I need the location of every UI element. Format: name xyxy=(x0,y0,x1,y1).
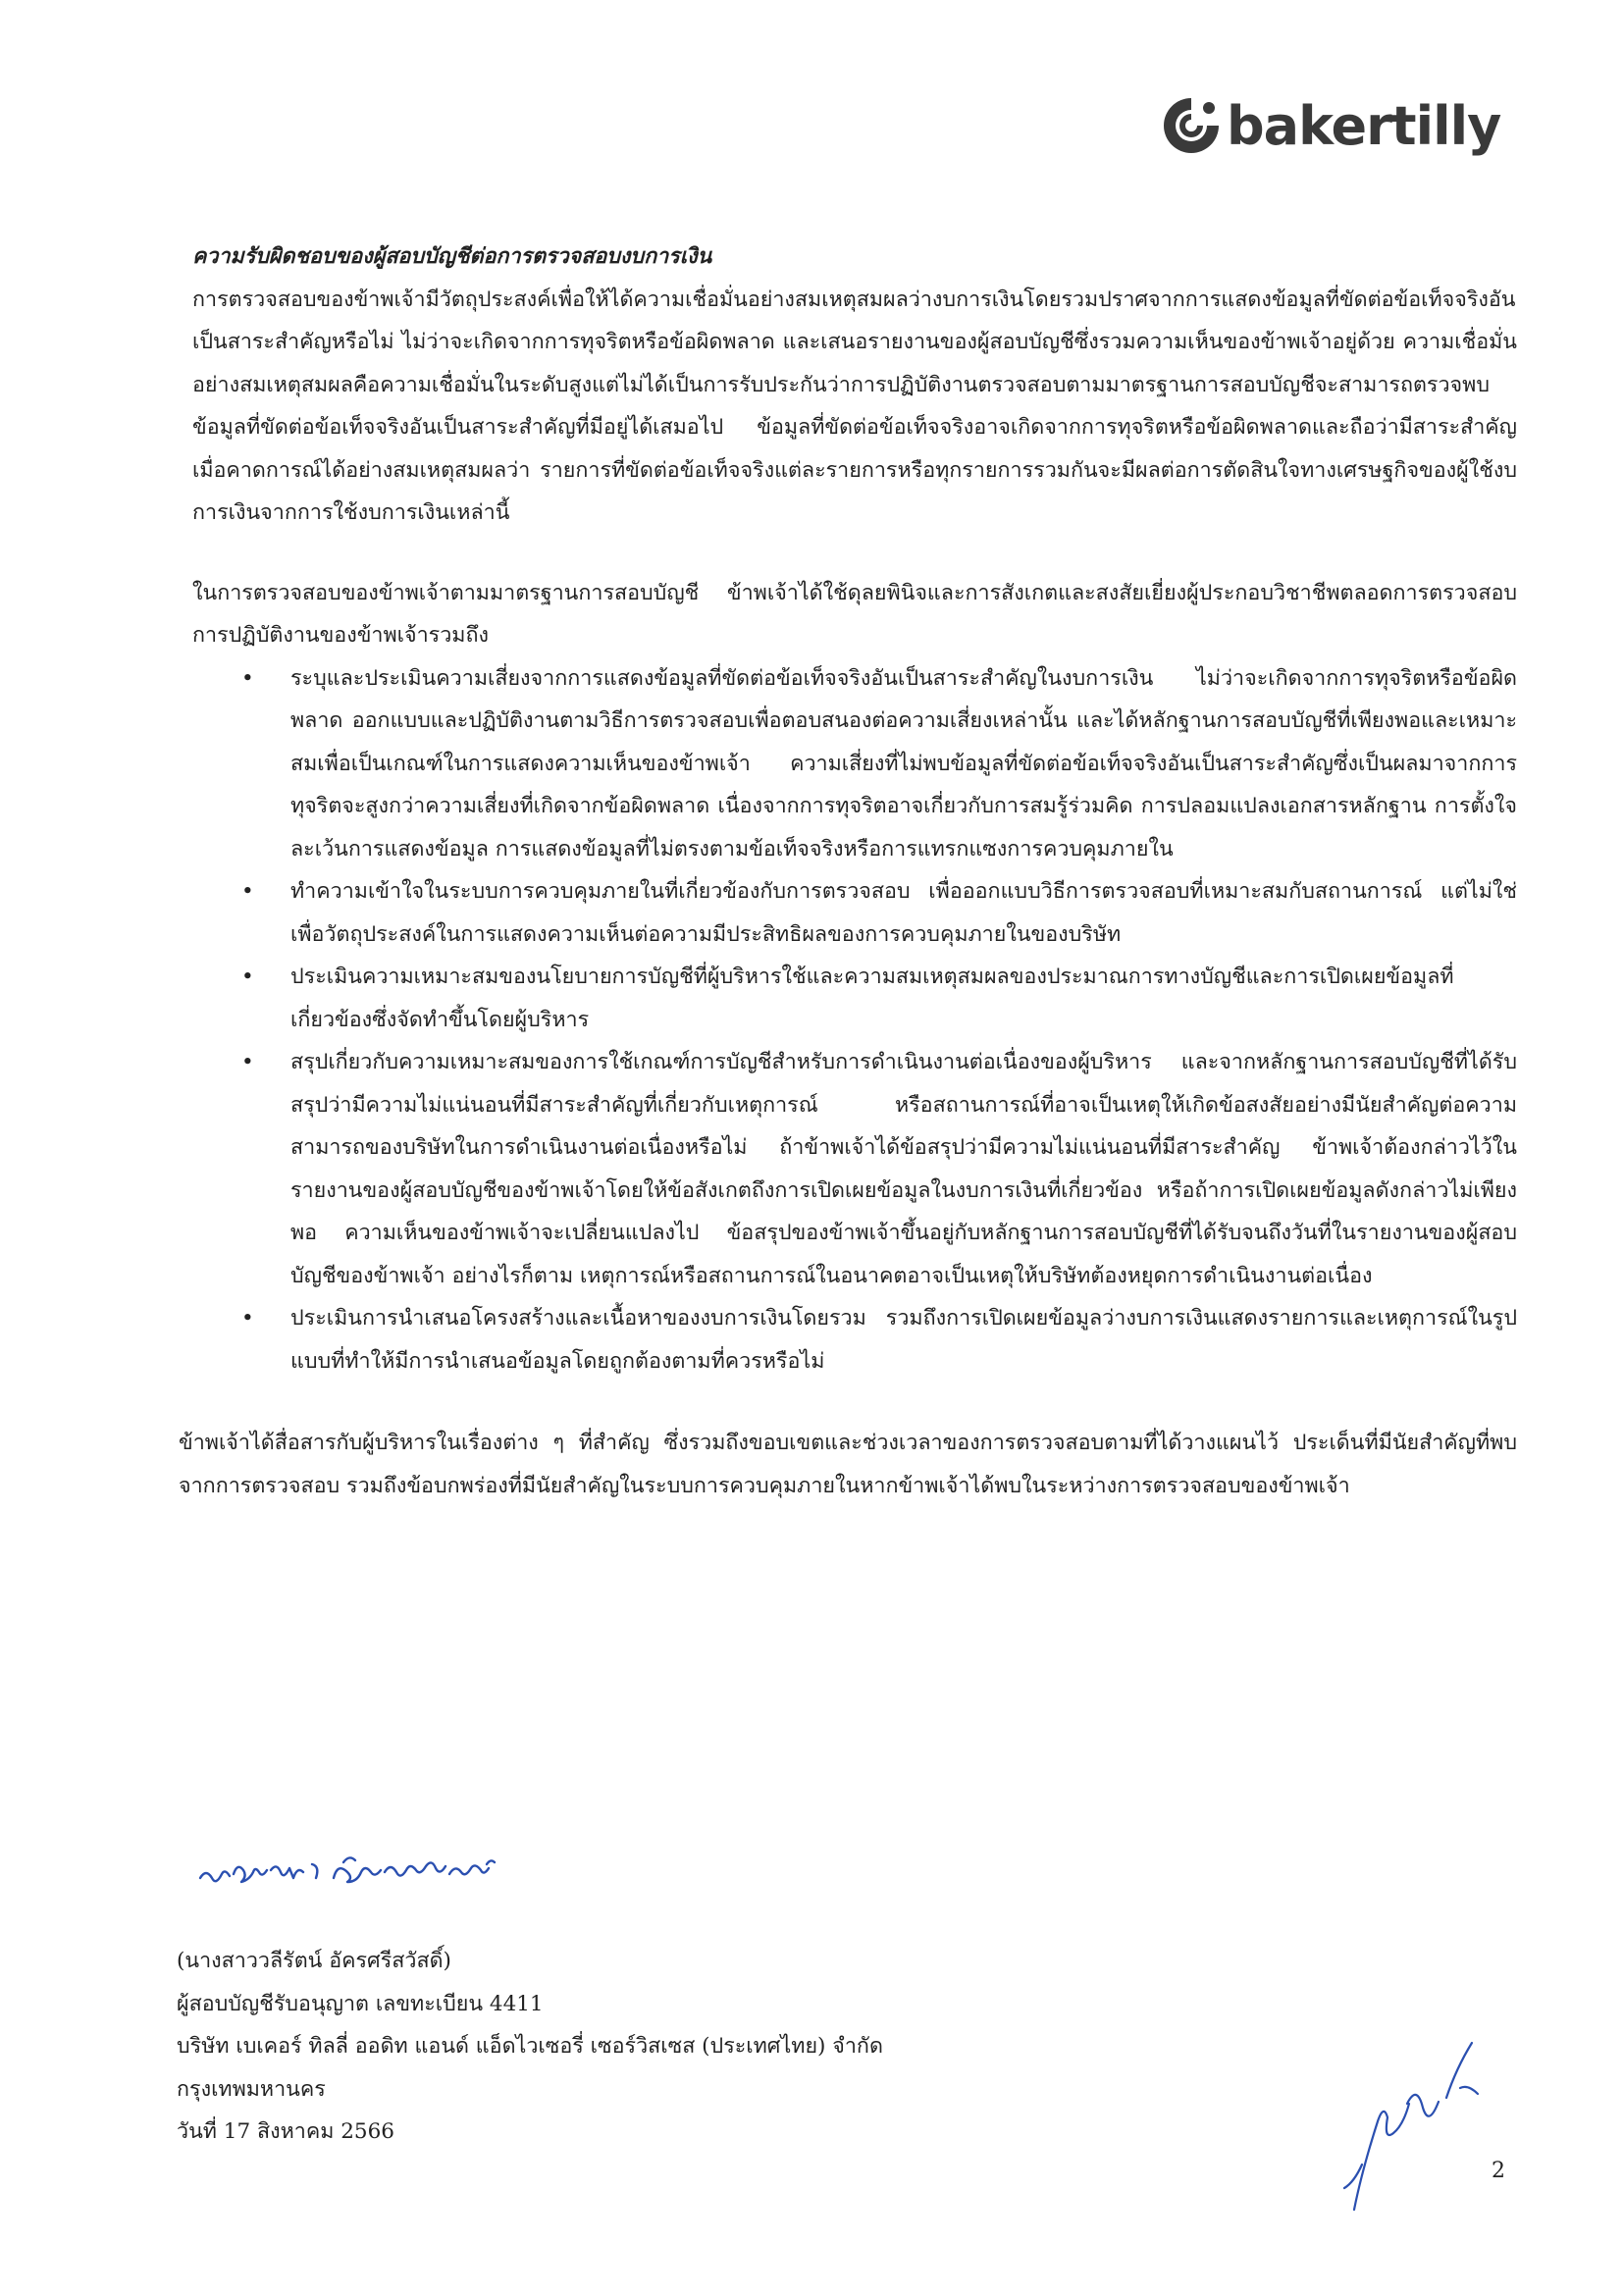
list-item-text: ประเมินการนำเสนอโครงสร้างและเนื้อหาของงบการเงินโดยรวม รวมถึงการเปิดเผยข้อมูลว่างบการเงินแสดงรายการและเหตุการณ์ในรูปแบบที่ทำให้มีการนำเสนอข้อมูลโดยถูกต้องตามที่ควรหรือไม่ xyxy=(290,1306,1517,1374)
list-item xyxy=(192,657,1517,871)
auditor-name: (นางสาววลีรัตน์ อัครศรีสวัสดิ์) xyxy=(177,1949,451,1973)
report-date: วันที่ 17 สิงหาคม 2566 xyxy=(177,2119,394,2144)
bakertilly-logo xyxy=(1160,94,1500,157)
procedure-list xyxy=(192,657,1517,1383)
document-body xyxy=(179,235,1517,1507)
signature-block xyxy=(177,1940,883,2154)
auditor-license: ผู้สอบบัญชีรับอนุญาต เลขทะเบียน 4411 xyxy=(177,1991,544,2016)
page-number: 2 xyxy=(1492,2159,1505,2183)
bullet-icon: • xyxy=(241,1050,254,1074)
list-item-text: ระบุและประเมินความเสี่ยงจากการแสดงข้อมูลที่ขัดต่อข้อเท็จจริงอันเป็นสาระสำคัญในงบการเงิน ไม่ว่าจะเกิดจากการทุจริตหรือข้อผิดพลาด ออกแบบและปฏิบัติงานตามวิธีการตรวจสอบเพื่อตอบสนองต่อความเสี่ยงเหล่านั้น และได้หลักฐานการสอบบัญชีที่เพียงพอและเหมาะสมเพื่อเป็นเกณฑ์ในการแสดงความเห็นของข้าพเจ้า ความเสี่ยงที่ไม่พบข้อมูลที่ขัดต่อข้อเท็จจริงอันเป็นสาระสำคัญซึ่งเป็นผลมาจากการทุจริตจะสูงกว่าความเสี่ยงที่เกิดจากข้อผิดพลาด เนื่องจากการทุจริตอาจเกี่ยวกับการสมรู้ร่วมคิด การปลอมแปลงเอกสารหลักฐาน การตั้งใจละเว้นการแสดงข้อมูล การแสดงข้อมูลที่ไม่ตรงตามข้อเท็จจริงหรือการแทรกแซงการควบคุมภายใน xyxy=(290,665,1517,861)
audit-firm: บริษัท เบเคอร์ ทิลลี่ ออดิท แอนด์ แอ็ดไวเซอรี่ เซอร์วิสเซส (ประเทศไทย) จำกัด xyxy=(177,2034,883,2059)
list-item-text: ประเมินความเหมาะสมของนโยบายการบัญชีที่ผู้บริหารใช้และความสมเหตุสมผลของประมาณการทางบัญชีและการเปิดเผยข้อมูลที่เกี่ยวข้องซึ่งจัดทำขึ้นโดยผู้บริหาร xyxy=(290,965,1454,1032)
bakertilly-logo-icon xyxy=(1160,94,1223,157)
list-item-text: สรุปเกี่ยวกับความเหมาะสมของการใช้เกณฑ์การบัญชีสำหรับการดำเนินงานต่อเนื่องของผู้บริหาร และจากหลักฐานการสอบบัญชีที่ได้รับ สรุปว่ามีความไม่แน่นอนที่มีสาระสำคัญที่เกี่ยวกับเหตุการณ์ หรือสถานการณ์ที่อาจเป็นเหตุให้เกิดข้อสงสัยอย่างมีนัยสำคัญต่อความสามารถของบริษัทในการดำเนินงานต่อเนื่องหรือไม่ ถ้าข้าพเจ้าได้ข้อสรุปว่ามีความไม่แน่นอนที่มีสาระสำคัญ ข้าพเจ้าต้องกล่าวไว้ในรายงานของผู้สอบบัญชีของข้าพเจ้าโดยให้ข้อสังเกตถึงการเปิดเผยข้อมูลในงบการเงินที่เกี่ยวข้อง หรือถ้าการเปิดเผยข้อมูลดังกล่าวไม่เพียงพอ ความเห็นของข้าพเจ้าจะเปลี่ยนแปลงไป ข้อสรุปของข้าพเจ้าขึ้นอยู่กับหลักฐานการสอบบัญชีที่ได้รับจนถึงวันที่ในรายงานของผู้สอบบัญชีของข้าพเจ้า อย่างไรก็ตาม เหตุการณ์หรือสถานการณ์ในอนาคตอาจเป็นเหตุให้บริษัทต้องหยุดการดำเนินงานต่อเนื่อง xyxy=(290,1050,1517,1288)
bullet-icon: • xyxy=(241,879,254,904)
handwritten-signature xyxy=(196,1845,500,1904)
city: กรุงเทพมหานคร xyxy=(177,2076,326,2102)
bullet-icon: • xyxy=(241,665,254,691)
section-heading: ความรับผิดชอบของผู้สอบบัญชีต่อการตรวจสอบงบการเงิน xyxy=(192,244,712,269)
list-item xyxy=(192,956,1517,1041)
list-item xyxy=(192,870,1517,956)
list-item xyxy=(192,1297,1517,1383)
paragraph-audit-objective: การตรวจสอบของข้าพเจ้ามีวัตถุประสงค์เพื่อให้ได้ความเชื่อมั่นอย่างสมเหตุสมผลว่างบการเงินโดยรวมปราศจากการแสดงข้อมูลที่ขัดต่อข้อเท็จจริงอันเป็นสาระสำคัญหรือไม่ ไม่ว่าจะเกิดจากการทุจริตหรือข้อผิดพลาด และเสนอรายงานของผู้สอบบัญชีซึ่งรวมความเห็นของข้าพเจ้าอยู่ด้วย ความเชื่อมั่นอย่างสมเหตุสมผลคือความเชื่อมั่นในระดับสูงแต่ไม่ได้เป็นการรับประกันว่าการปฏิบัติงานตรวจสอบตามมาตรฐานการสอบบัญชีจะสามารถตรวจพบข้อมูลที่ขัดต่อข้อเท็จจริงอันเป็นสาระสำคัญที่มีอยู่ได้เสมอไป ข้อมูลที่ขัดต่อข้อเท็จจริงอาจเกิดจากการทุจริตหรือข้อผิดพลาดและถือว่ามีสาระสำคัญเมื่อคาดการณ์ได้อย่างสมเหตุสมผลว่า รายการที่ขัดต่อข้อเท็จจริงแต่ละรายการหรือทุกรายการรวมกันจะมีผลต่อการตัดสินใจทางเศรษฐกิจของผู้ใช้งบการเงินจากการใช้งบการเงินเหล่านี้ xyxy=(192,287,1517,525)
paragraph-communication: ข้าพเจ้าได้สื่อสารกับผู้บริหารในเรื่องต่าง ๆ ที่สำคัญ ซึ่งรวมถึงขอบเขตและช่วงเวลาของการตรวจสอบตามที่ได้วางแผนไว้ ประเด็นที่มีนัยสำคัญที่พบจากการตรวจสอบ รวมถึงข้อบกพร่องที่มีนัยสำคัญในระบบการควบคุมภายในหากข้าพเจ้าได้พบในระหว่างการตรวจสอบของข้าพเจ้า xyxy=(179,1431,1517,1498)
paragraph-audit-procedures: ในการตรวจสอบของข้าพเจ้าตามมาตรฐานการสอบบัญชี ข้าพเจ้าได้ใช้ดุลยพินิจและการสังเกตและสงสัยเยี่ยงผู้ประกอบวิชาชีพตลอดการตรวจสอบ การปฏิบัติงานของข้าพเจ้ารวมถึง xyxy=(192,580,1517,648)
list-item xyxy=(192,1041,1517,1297)
list-item-text: ทำความเข้าใจในระบบการควบคุมภายในที่เกี่ยวข้องกับการตรวจสอบ เพื่อออกแบบวิธีการตรวจสอบที่เหมาะสมกับสถานการณ์ แต่ไม่ใช่เพื่อวัตถุประสงค์ในการแสดงความเห็นต่อความมีประสิทธิผลของการควบคุมภายในของบริษัท xyxy=(290,879,1517,947)
bullet-icon: • xyxy=(241,965,254,989)
bakertilly-logo-text: bakertilly xyxy=(1227,94,1501,157)
initials-signature xyxy=(1325,2041,1492,2213)
bullet-icon: • xyxy=(241,1306,254,1331)
